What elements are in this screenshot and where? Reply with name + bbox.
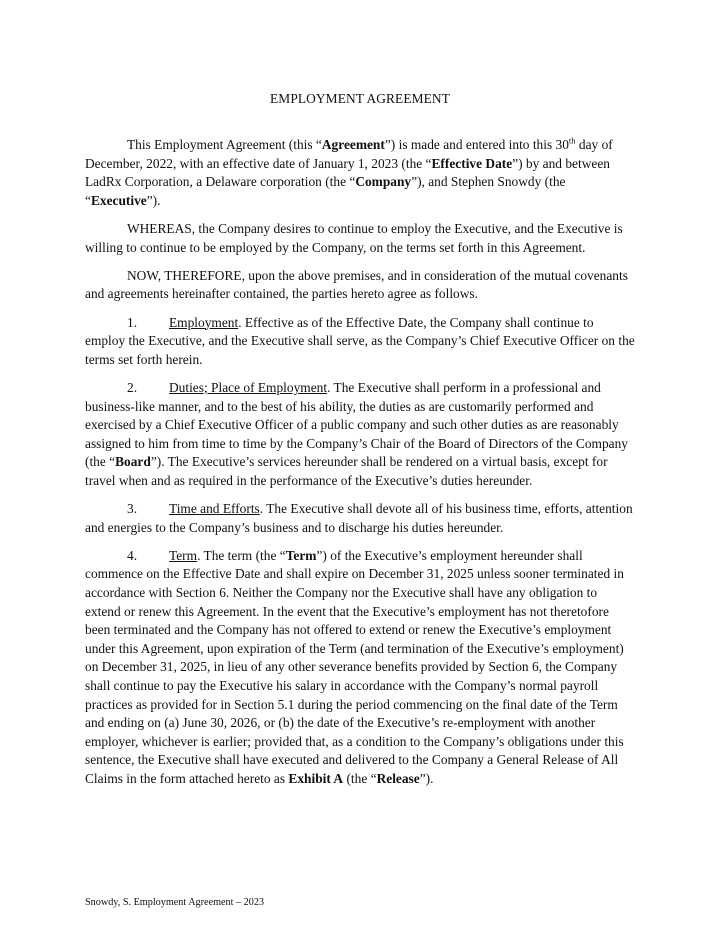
now-therefore-paragraph: NOW, THEREFORE, upon the above premises, and in consideration of the mutual covenants and agreements hereinafter contained, the parties hereto agree as follows. (85, 267, 628, 302)
intro-text: day of December, 2022, with an effective date of January 1, 2023 (the “ (85, 137, 613, 171)
section-number: 1. (127, 314, 138, 330)
section-text: ”). (419, 770, 434, 786)
defined-term-term: Term (285, 547, 317, 563)
section-number: 3. (127, 501, 138, 517)
section-text: . The Executive shall devote all of his business time, efforts, attention and energies to the Company’s business and to discharge his duties hereunder. (85, 501, 633, 535)
defined-term-executive: Executive (90, 192, 147, 208)
intro-text: ”). (146, 192, 161, 208)
defined-term-release: Release (376, 770, 420, 786)
section-text: . Effective as of the Effective Date, the Company shall continue to employ the Executive, and the Executive shall serve, as the Company’s Chief Executive Officer on the terms set forth herein. (85, 314, 635, 367)
section-heading: Employment (169, 314, 239, 330)
section-time-and-efforts (85, 500, 636, 537)
section-heading: Duties; Place of Employment (169, 379, 328, 395)
section-number: 4. (127, 547, 138, 563)
section-duties (85, 379, 636, 491)
whereas-paragraph: WHEREAS, the Company desires to continue to employ the Executive, and the Executive is willing to continue to be employed by the Company, on the terms set forth in this Agreement. (85, 220, 623, 255)
page-footer: Snowdy, S. Employment Agreement – 2023 (85, 897, 265, 908)
section-text: . The term (the “ (197, 547, 286, 563)
section-text: . The Executive shall perform in a professional and business-like manner, and to the best of his ability, the duties as are customarily performed and exercised by a Chief Executive Officer of a public company and such other duties as are reasonably assigned to him from time to time by the Company’s Chair of the Board of Directors of the Company (the “ (85, 379, 628, 470)
section-text: (the “ (343, 770, 377, 786)
intro-text: ”) is made and entered into this 30 (384, 137, 569, 152)
section-text: ”) of the Executive’s employment hereunder shall commence on the Effective Date and shall expire on December 31, 2025 unless sooner terminated in accordance with Section 6. Neither the Company nor the Executive shall have any obligation to extend or renew this Agreement. In the event that the Executive’s employment has not theretofore been terminated and the Company has not offered to extend or renew the Executive’s employment under this Agreement, upon expiration of the Term (and termination of the Executive’s employment) on December 31, 2025, in lieu of any other severance benefits provided by Section 6, the Company shall continue to pay the Executive his salary in accordance with the Company’s normal payroll practices as provided for in Section 5.1 during the period commencing on the final date of the Term and ending on (a) June 30, 2026, or (b) the date of the Executive’s re-employment with another employer, whichever is earlier; provided that, as a condition to the Company’s obligations under this sentence, the Executive shall have executed and delivered to the Company a General Release of All Claims in the form attached hereto as (85, 547, 624, 786)
intro-text: ”) by and between LadRx Corporation, a Delaware corporation (the “ (85, 155, 610, 190)
intro-text: This Employment Agreement (this “ (127, 137, 322, 152)
defined-term-agreement: Agreement (321, 137, 385, 152)
section-employment (85, 314, 636, 370)
ordinal-superscript: th (568, 135, 576, 146)
section-term (85, 547, 636, 789)
section-heading: Time and Efforts (169, 501, 260, 517)
document-body (85, 136, 636, 798)
section-number: 2. (127, 379, 138, 395)
defined-term-effective-date: Effective Date (431, 155, 513, 171)
intro-paragraph (85, 136, 636, 210)
section-text: ”). The Executive’s services hereunder shall be rendered on a virtual basis, except for travel when and as required in the performance of the Executive’s duties hereunder. (85, 454, 608, 488)
exhibit-reference: Exhibit A (288, 770, 344, 786)
document-title: EMPLOYMENT AGREEMENT (270, 91, 450, 106)
intro-text: ”), and Stephen Snowdy (the “ (85, 174, 566, 208)
defined-term-company: Company (355, 174, 412, 190)
defined-term-board: Board (115, 454, 151, 470)
section-heading: Term (169, 547, 198, 563)
